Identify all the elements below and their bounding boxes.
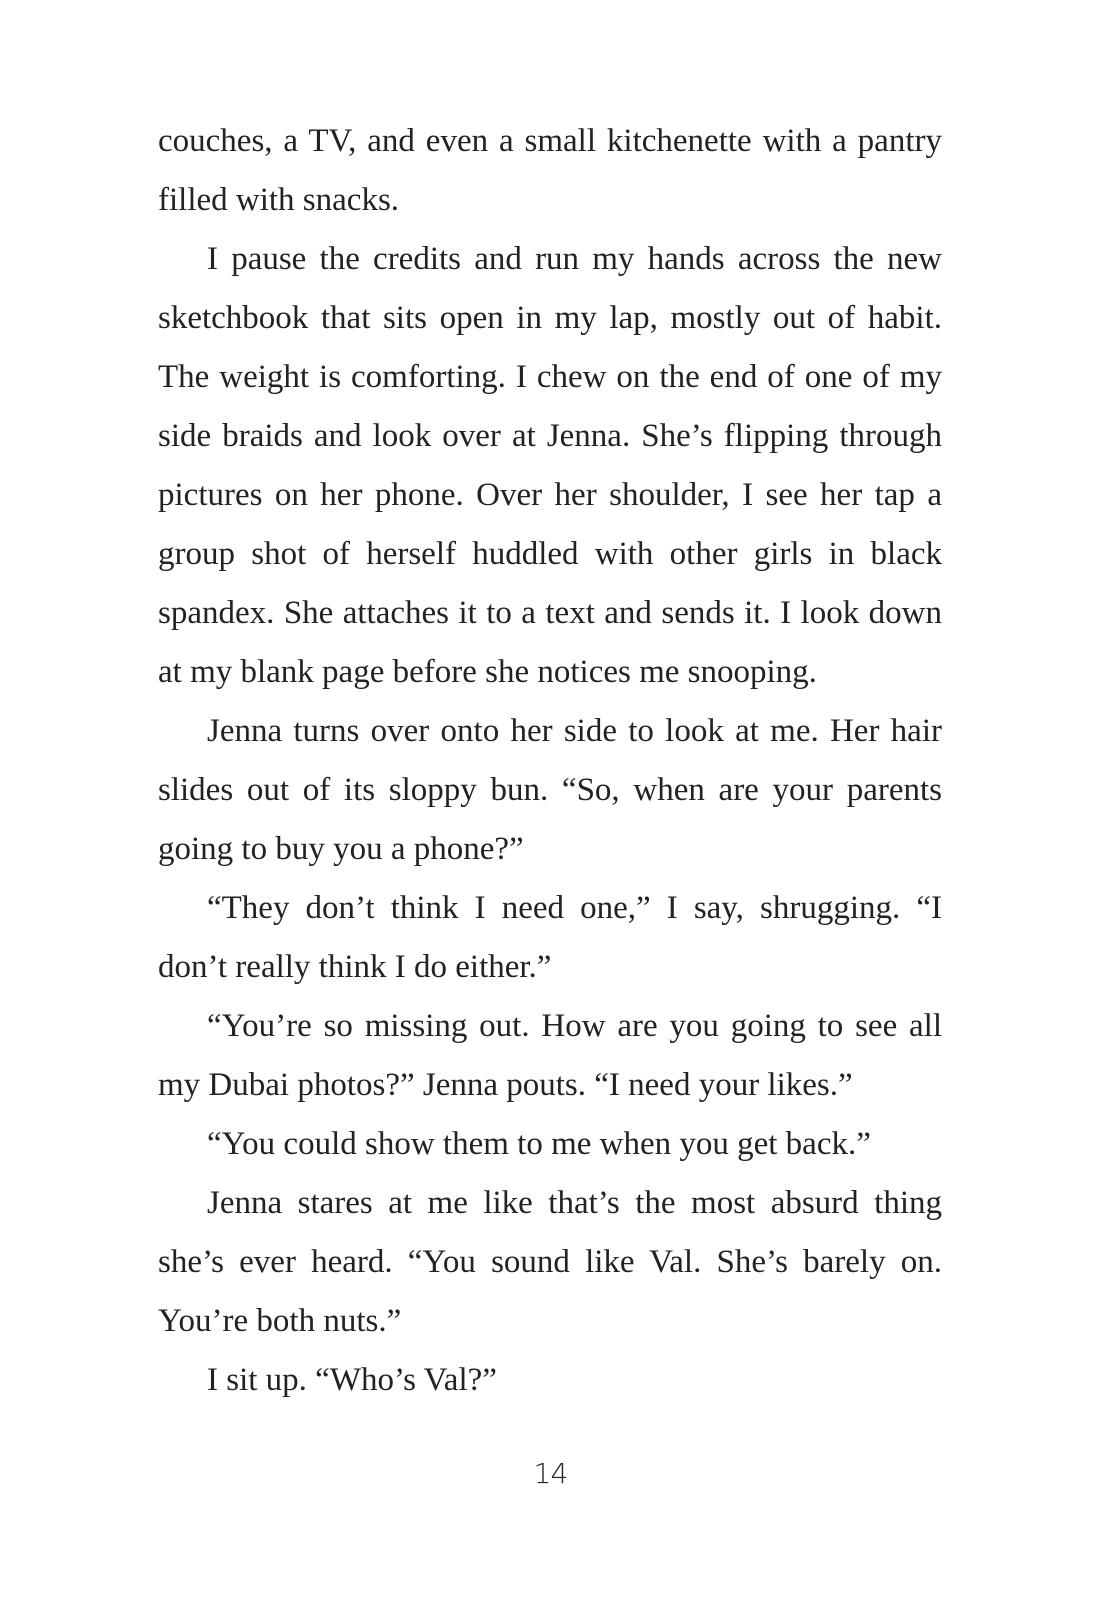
paragraph: Jenna stares at me like that’s the most absurd thing she’s ever heard. “You sound like Val. She’s barely on. You’re both nuts.” xyxy=(158,1185,942,1339)
paragraph: I sit up. “Who’s Val?” xyxy=(207,1362,497,1398)
page-number: 14 xyxy=(533,1457,568,1490)
paragraph: couches, a TV, and even a small kitchenette with a pantry filled with snacks. xyxy=(158,123,942,218)
body-text xyxy=(158,112,942,1410)
paragraph: “You’re so missing out. How are you going to see all my Dubai photos?” Jenna pouts. “I need your likes.” xyxy=(158,1008,942,1103)
paragraph: “You could show them to me when you get back.” xyxy=(207,1126,871,1162)
paragraph: “They don’t think I need one,” I say, shrugging. “I don’t really think I do either.” xyxy=(158,890,942,985)
paragraph: Jenna turns over onto her side to look at me. Her hair slides out of its sloppy bun. “So, when are your parents going to buy you a phone?” xyxy=(158,713,942,867)
paragraph: I pause the credits and run my hands across the new sketchbook that sits open in my lap, mostly out of habit. The weight is comforting. I chew on the end of one of my side braids and look over at Jenna. She’s flipping through pictures on her phone. Over her shoulder, I see her tap a group shot of herself huddled with other girls in black spandex. She attaches it to a text and sends it. I look down at my blank page before she notices me snooping. xyxy=(158,241,942,690)
